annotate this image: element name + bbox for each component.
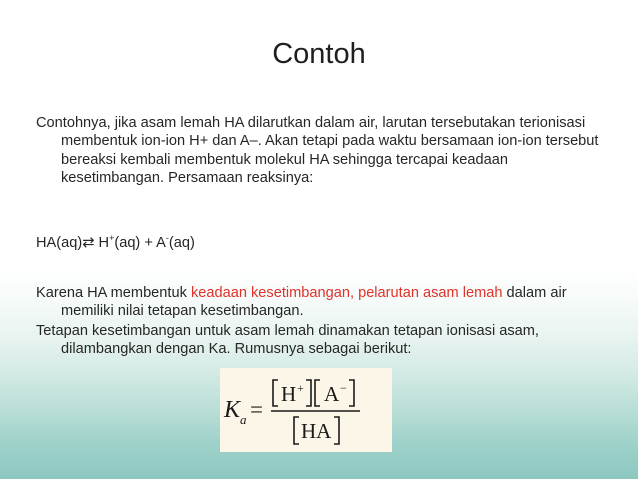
ka-h-charge: + — [297, 381, 304, 395]
equilibrium-arrow-icon: ⇄ — [82, 235, 95, 251]
highlighted-phrase: keadaan kesetimbangan, pelarutan asam lemah — [190, 285, 503, 301]
equilibrium-paragraph — [36, 284, 606, 321]
ka-a-charge: − — [340, 381, 347, 395]
body-text-block — [36, 114, 606, 188]
reaction-equation — [36, 234, 606, 252]
bracket-left-h — [273, 380, 278, 406]
reaction-reactant: HA(aq) — [36, 235, 83, 251]
bracket-left-a — [315, 380, 320, 406]
ka-formula — [220, 368, 392, 452]
reaction-h-charge: + — [109, 233, 115, 243]
ka-subscript: a — [240, 412, 247, 427]
reaction-h-ion: H — [98, 235, 110, 251]
ka-denominator: HA — [301, 419, 332, 443]
paragraph2-before: Karena HA membentuk — [36, 285, 191, 301]
paragraph-intro: Contohnya, jika asam lemah HA dilarutkan dalam air, larutan tersebutakan terionisasi membentuk ion-ion H+ dan A–. Akan tetapi pada waktu bersamaan ion-ion tersebut bereaksi kembali membentuk molekul HA sehingga tercapai keadaan kesetimbangan. Persamaan reaksinya: — [36, 115, 599, 187]
reaction-a-charge: - — [165, 233, 169, 243]
ka-a-ion: A — [324, 382, 340, 406]
reaction-a-state: (aq) — [168, 235, 195, 251]
paragraph2-after: dalam air memiliki nilai tetapan kesetimbangan. — [61, 285, 567, 320]
bracket-right-h — [306, 380, 311, 406]
bracket-right-ha — [334, 417, 339, 444]
ka-h-ion: H — [281, 382, 297, 406]
ka-k-symbol: K — [224, 397, 241, 423]
ka-formula-image — [220, 368, 392, 452]
bracket-left-ha — [294, 417, 299, 444]
paragraph-ionization: Tetapan kesetimbangan untuk asam lemah dinamakan tetapan ionisasi asam, dilambangkan dengan Ka. Rumusnya sebagai berikut: — [36, 323, 539, 358]
ionization-paragraph — [36, 322, 606, 359]
ka-equals: = — [250, 397, 263, 422]
slide-title: Contoh — [272, 38, 366, 70]
reaction-h-state: (aq) + A — [114, 235, 166, 251]
bracket-right-a — [349, 380, 354, 406]
